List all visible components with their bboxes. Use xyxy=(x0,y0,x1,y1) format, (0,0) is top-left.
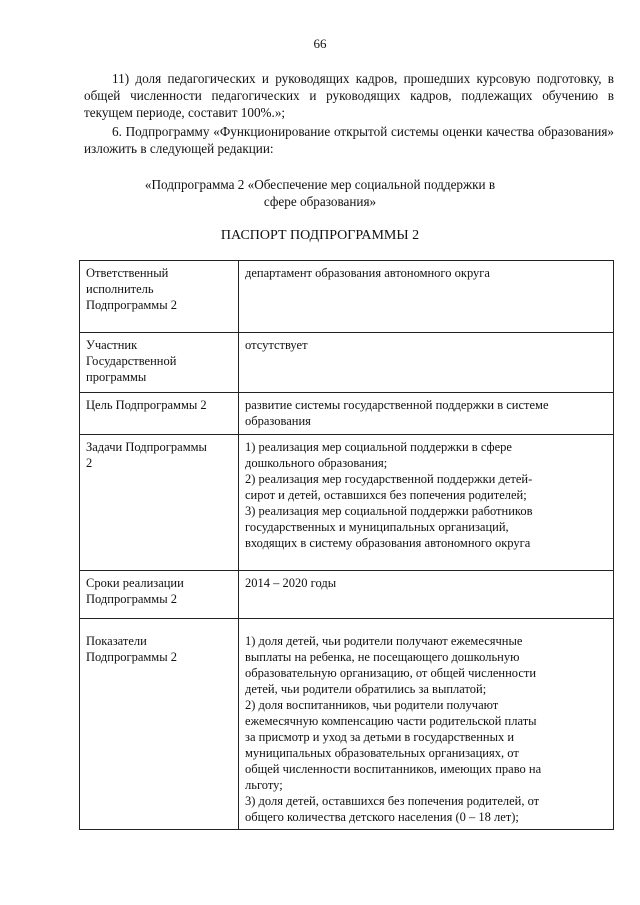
row-value xyxy=(239,435,614,571)
value-line: общей численности воспитанников, имеющих право на xyxy=(245,762,542,776)
value-line: за присмотр и уход за детьми в государственных и xyxy=(245,730,515,744)
value-line: выплаты на ребенка, не посещающего дошкольную xyxy=(245,650,520,664)
value-line: дошкольного образования; xyxy=(245,456,388,470)
value-line: 2) доля воспитанников, чьи родители получают xyxy=(245,698,499,712)
paragraph-item-11: 11) доля педагогических и руководящих кадров, прошедших курсовую подготовку, в общей численности педагогических и руководящих кадров, подлежащих обучению в текущем периоде, составит 100%.»; xyxy=(84,71,614,120)
value-line: входящих в систему образования автономного округа xyxy=(245,536,531,550)
row-label xyxy=(80,619,239,830)
row-value xyxy=(239,619,614,830)
row-value xyxy=(239,571,614,619)
value-line: 3) доля детей, оставшихся без попечения родителей, от xyxy=(245,794,540,808)
value-line: 2014 – 2020 годы xyxy=(245,576,337,590)
passport-table xyxy=(79,260,614,830)
table-row xyxy=(80,571,614,619)
label-line: Цель Подпрограммы 2 xyxy=(86,398,207,412)
table-row xyxy=(80,261,614,333)
value-line: 1) доля детей, чьи родители получают ежемесячные xyxy=(245,634,523,648)
value-line: государственных и муниципальных организаций, xyxy=(245,520,509,534)
value-line: образования xyxy=(245,414,311,428)
label-line: исполнитель xyxy=(86,282,154,296)
heading-line: «Подпрограмма 2 «Обеспечение мер социальной поддержки в xyxy=(144,177,496,192)
label-line: Подпрограммы 2 xyxy=(86,298,177,312)
value-line: 3) реализация мер социальной поддержки работников xyxy=(245,504,533,518)
value-line: развитие системы государственной поддержки в системе xyxy=(245,398,549,412)
value-line: детей, чьи родители обратились за выплатой; xyxy=(245,682,487,696)
row-label xyxy=(80,571,239,619)
paragraph-item-6: 6. Подпрограмму «Функционирование открытой системы оценки качества образования» изложить в следующей редакции: xyxy=(84,124,614,156)
value-line: отсутствует xyxy=(245,338,308,352)
label-line: 2 xyxy=(86,456,93,470)
value-line: департамент образования автономного округа xyxy=(245,266,490,280)
row-value xyxy=(239,393,614,435)
label-line: Задачи Подпрограммы xyxy=(86,440,207,454)
value-line: 1) реализация мер социальной поддержки в сфере xyxy=(245,440,512,454)
label-line: Показатели xyxy=(86,634,147,648)
row-label xyxy=(80,393,239,435)
page-number: 66 xyxy=(313,36,327,51)
value-line: общего количества детского населения (0 – 18 лет); xyxy=(245,810,519,824)
label-line: Ответственный xyxy=(86,266,169,280)
value-line: сирот и детей, оставшихся без попечения родителей; xyxy=(245,488,527,502)
value-line: муниципальных образовательных организациях, от xyxy=(245,746,519,760)
row-value xyxy=(239,261,614,333)
row-value xyxy=(239,333,614,393)
table-row xyxy=(80,333,614,393)
value-line: льготу; xyxy=(245,778,283,792)
value-line: 2) реализация мер государственной поддержки детей- xyxy=(245,472,533,486)
label-line: Сроки реализации xyxy=(86,576,184,590)
label-line: программы xyxy=(86,370,147,384)
value-line: образовательную организацию, от общей численности xyxy=(245,666,537,680)
row-label xyxy=(80,435,239,571)
label-line: Подпрограммы 2 xyxy=(86,592,177,606)
passport-title: ПАСПОРТ ПОДПРОГРАММЫ 2 xyxy=(220,228,420,243)
table-row xyxy=(80,393,614,435)
row-label xyxy=(80,261,239,333)
value-line: ежемесячную компенсацию части родительской платы xyxy=(245,714,537,728)
row-label xyxy=(80,333,239,393)
label-line: Подпрограммы 2 xyxy=(86,650,177,664)
table-row xyxy=(80,435,614,571)
label-line: Государственной xyxy=(86,354,177,368)
heading-line: сфере образования» xyxy=(263,194,377,209)
subprogram-heading xyxy=(100,176,540,210)
table-row xyxy=(80,619,614,830)
label-line: Участник xyxy=(86,338,138,352)
